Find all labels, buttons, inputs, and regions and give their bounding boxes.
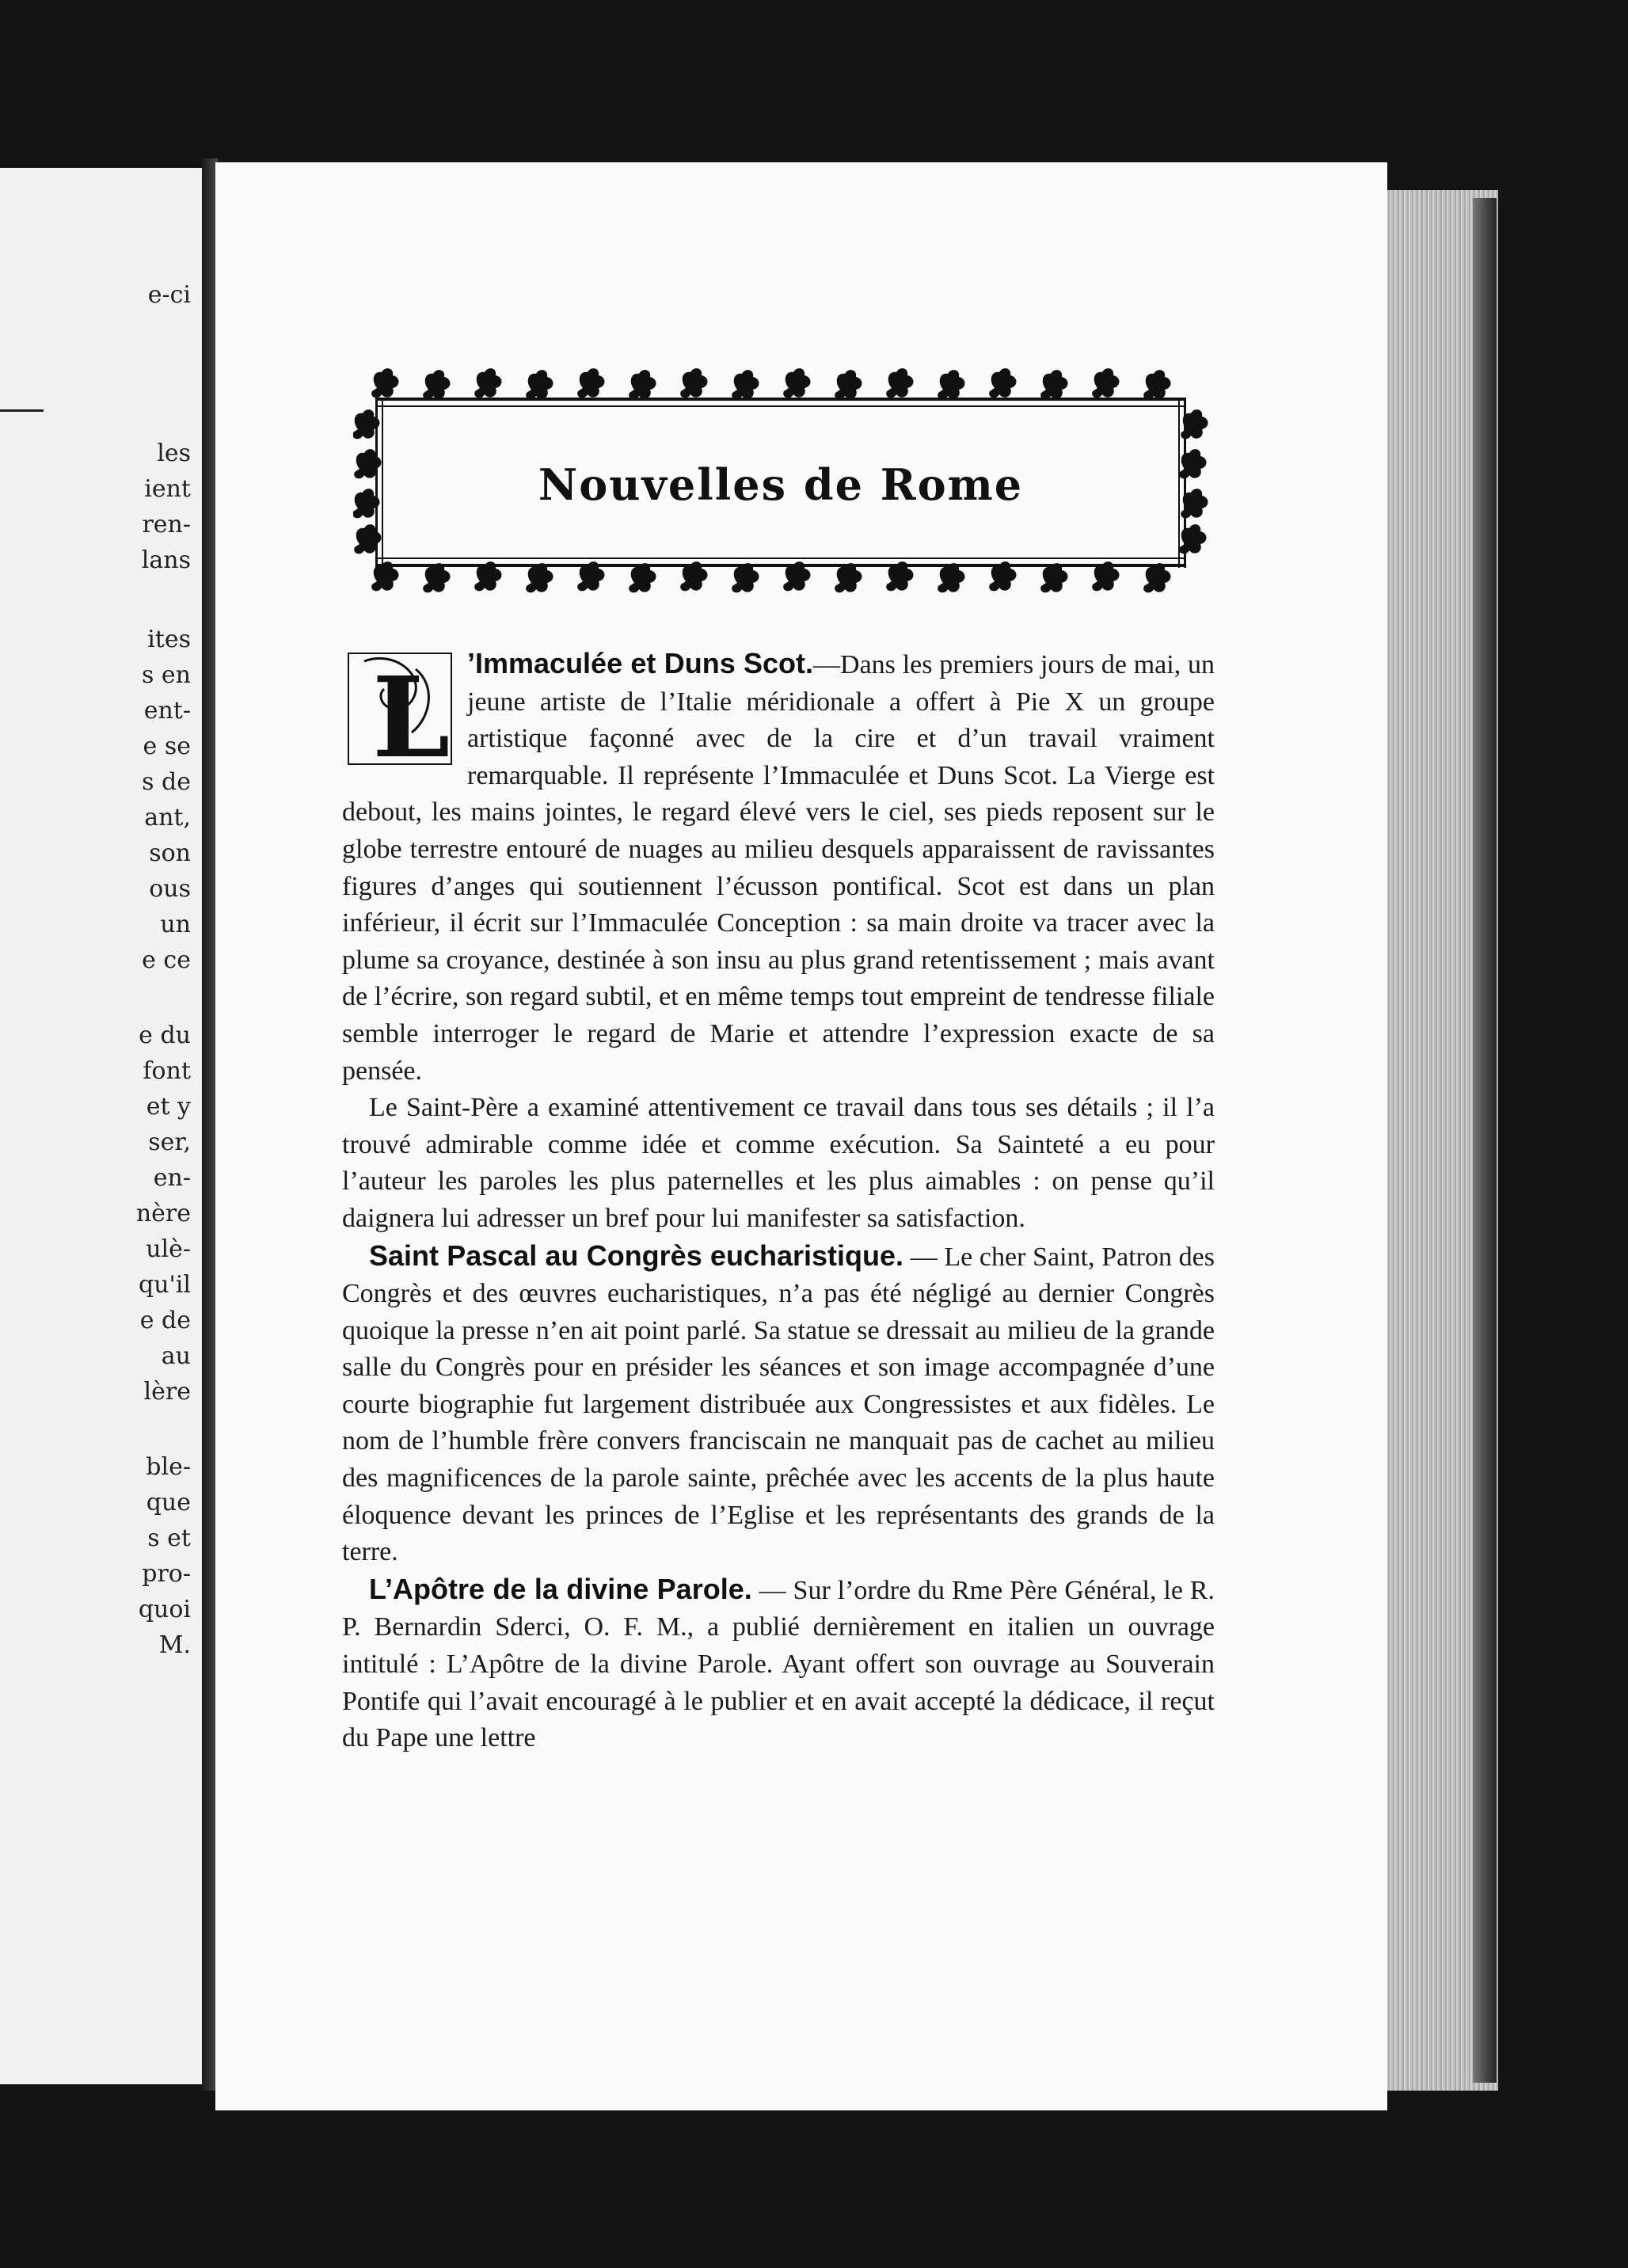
- left-page-fragment: quoi: [138, 1596, 191, 1623]
- paragraph-saint-pascal: [342, 1238, 1215, 1571]
- left-page-rule: [0, 409, 44, 412]
- ornamental-header: [353, 366, 1208, 603]
- left-page-fragment: ser,: [148, 1128, 191, 1156]
- left-page-fragment: son: [149, 839, 191, 867]
- left-page-fragment: e du: [139, 1022, 191, 1049]
- left-page-fragment: nère: [135, 1200, 191, 1227]
- page-title: Nouvelles de Rome: [538, 459, 1024, 510]
- left-page-fragment: ble-: [146, 1453, 191, 1481]
- left-page-fragment: ient: [144, 475, 191, 503]
- left-page-fragment: ous: [149, 875, 191, 903]
- article-body: [342, 645, 1215, 1757]
- paragraph-apotre: [342, 1571, 1215, 1757]
- left-facing-page: [0, 168, 202, 2084]
- left-page-fragment: s en: [141, 661, 191, 689]
- left-page-fragment: s de: [142, 768, 191, 796]
- left-page-fragment: que: [146, 1489, 191, 1516]
- dropcap-letter: L: [372, 653, 451, 768]
- section-title-saint-pascal: Saint Pascal au Congrès eucharistique.: [369, 1239, 903, 1272]
- section-body-saint-pascal: — Le cher Saint, Patron des Congrès et des œuvres eucharistiques, n’a pas été négligé au dernier Congrès quoique la presse n’en ait point parlé. Sa statue se dressait au milieu de la grande salle du Congrès pour en présider les séances et son image accompagnée d’une courte biographie fut largement distribuée aux Congressistes et aux fidèles. Le nom de l’humble frère convers franciscain ne manquait pas de cachet au milieu des magnificences de la parole sainte, prêchée avec les accents de la plus haute éloquence devant les princes de l’Eglise et les représentants des grands de la terre.: [342, 1242, 1215, 1567]
- left-page-fragment: et y: [146, 1093, 191, 1121]
- left-page-fragment: e se: [143, 733, 191, 760]
- section-title-immaculee: ’Immaculée et Duns Scot.: [467, 647, 814, 679]
- left-page-fragment: au: [161, 1342, 191, 1370]
- section-title-apotre: L’Apôtre de la divine Parole.: [369, 1572, 752, 1605]
- left-page-fragment: ren-: [142, 511, 191, 538]
- left-page-fragment: pro-: [142, 1560, 191, 1588]
- left-page-fragment: s et: [147, 1524, 191, 1552]
- left-page-fragment: ent-: [143, 697, 191, 725]
- section-body-immaculee: —Dans les premiers jours de mai, un jeune artiste de l’Italie méridionale a offert à Pie X un groupe artistique façonné avec de la cire et d’un travail vraiment remarquable. Il représente l’Immaculée et Duns Scot. La Vierge est debout, les mains jointes, le regard élevé vers le ciel, ses pieds reposent sur le globe terrestre entouré de nuages au milieu desquels apparaissent de ravissantes figures d’anges qui soutiennent l’écusson pontifical. Scot est dans un plan inférieur, il écrit sur l’Immaculée Conception : sa main droite va tracer avec la plume sa croyance, destinée à son insu au plus grand retentissement ; mais avant de l’écrire, son regard subtil, et en même temps tout empreint de tendresse filiale semble interroger le regard de Marie et attendre l’expression exacte de sa pensée.: [342, 650, 1215, 1086]
- left-page-fragment: ites: [147, 626, 191, 653]
- left-page-fragment: lère: [143, 1378, 191, 1406]
- left-page-fragment: e-ci: [147, 281, 191, 309]
- left-page-fragment: ulè-: [146, 1235, 191, 1263]
- left-page-fragment: en-: [153, 1164, 191, 1192]
- left-page-fragment: lans: [141, 546, 191, 574]
- section-body-apotre: — Sur l’ordre du Rme Père Général, le R. P. Bernardin Sderci, O. F. M., a publié dernièrement en italien un ouvrage intitulé : L’Apôtre de la divine Parole. Ayant offert son ouvrage au Souverain Pontife qui l’avait encouragé à le publier et en avait accepté la dédicace, il reçut du Pape une lettre: [342, 1575, 1215, 1753]
- left-page-fragment: les: [157, 440, 191, 467]
- dropcap-ornament: [340, 645, 459, 768]
- left-page-fragment: e ce: [142, 946, 191, 974]
- left-page-fragment: ant,: [144, 804, 191, 831]
- left-page-fragment: un: [160, 911, 191, 938]
- book-edge-shadow: [1473, 198, 1497, 2083]
- left-page-fragment: qu'il: [139, 1271, 191, 1299]
- left-page-fragment: e de: [139, 1307, 191, 1334]
- left-page-fragment: font: [143, 1057, 191, 1085]
- left-page-fragment: M.: [158, 1631, 191, 1659]
- paragraph-saint-pere: Le Saint-Père a examiné attentivement ce travail dans tous ses détails ; il l’a trouvé admirable comme idée et comme exécution. Sa Sainteté a eu pour l’auteur les paroles les plus paternelles et les plus aimables : on pense qu’il daignera lui adresser un bref pour lui manifester sa satisfaction.: [342, 1093, 1215, 1233]
